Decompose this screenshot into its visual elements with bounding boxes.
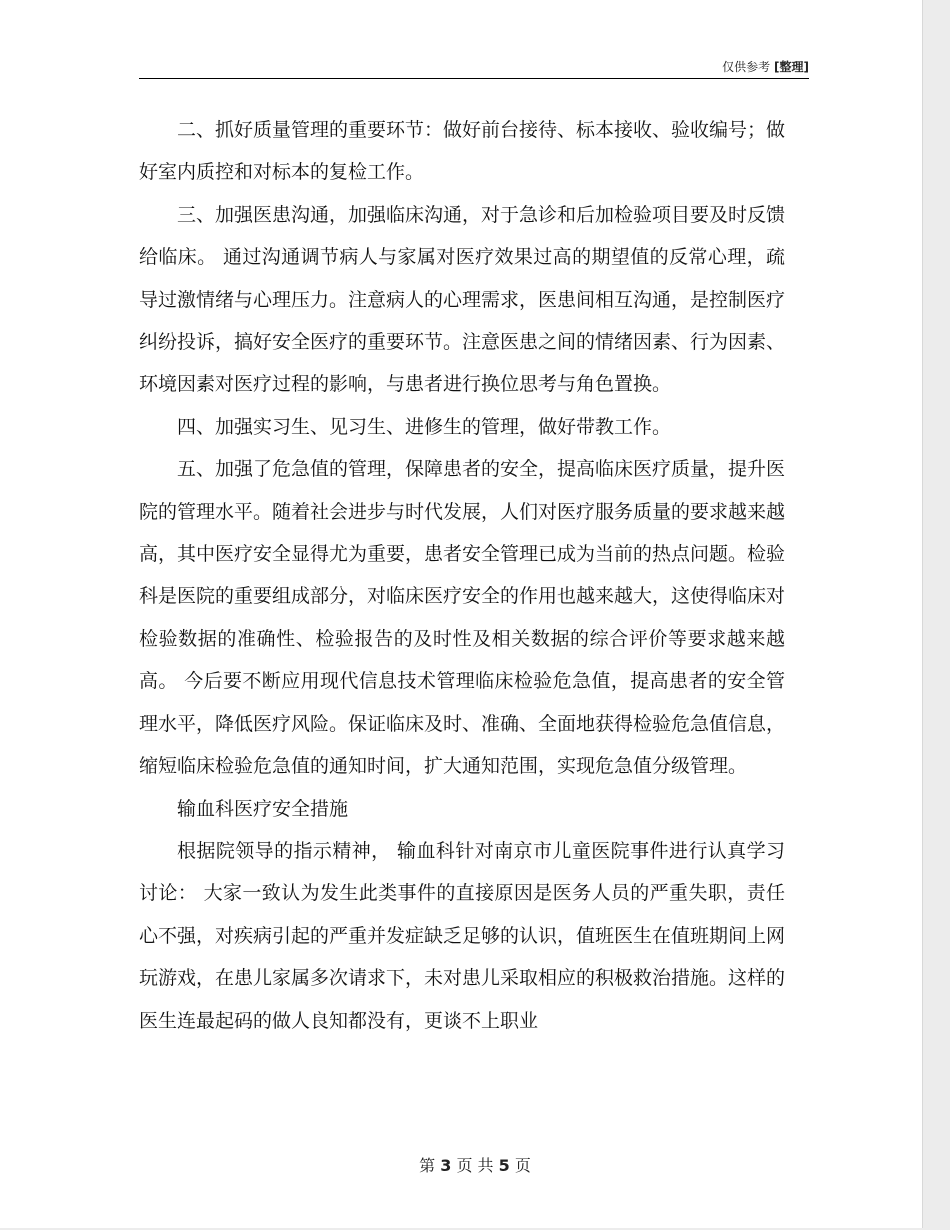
header-bracket-label: 整理 [779,60,804,74]
page-footer [0,1153,950,1176]
paragraph-section-body: 根据院领导的指示精神， 输血科针对南京市儿童医院事件进行认真学习讨论： 大家一致认为发生此类事件的直接原因是医务人员的严重失职，责任心不强，对疾病引起的严重并发症缺乏足够的认识，值班医生在值班期间上网玩游戏，在患儿家属多次请求下，未对患儿采取相应的积极救治措施。这样的医生连最起码的做人良知都没有，更谈不上职业 [139,839,786,1032]
document-body [139,109,785,1042]
paragraph-3: 三、加强医患沟通，加强临床沟通，对于急诊和后加检验项目要及时反馈给临床。 通过沟通调节病人与家属对医疗效果过高的期望值的反常心理，疏导过激情绪与心理压力。注意病人的心理需求，医患间相互沟通，是控制医疗纠纷投诉，搞好安全医疗的重要环节。注意医患之间的情绪因素、行为因素、环境因素对医疗过程的影响，与患者进行换位思考与角色置换。 [139,203,786,396]
paragraph-5: 五、加强了危急值的管理，保障患者的安全，提高临床医疗质量，提升医院的管理水平。随着社会进步与时代发展，人们对医疗服务质量的要求越来越高，其中医疗安全显得尤为重要，患者安全管理已成为当前的热点问题。检验科是医院的重要组成部分，对临床医疗安全的作用也越来越大，这使得临床对检验数据的准确性、检验报告的及时性及相关数据的综合评价等要求越来越高。 今后要不断应用现代信息技术管理临床检验危急值，提高患者的安全管理水平，降低医疗风险。保证临床及时、准确、全面地获得检验危急值信息，缩短临床检验危急值的通知时间，扩大通知范围，实现危急值分级管理。 [139,458,786,778]
header-bracket-close: ] [803,60,809,74]
page-header [139,58,809,79]
footer-suffix: 页 [514,1156,531,1175]
footer-current-page: 3 [440,1156,452,1175]
paragraph-2: 二、抓好质量管理的重要环节：做好前台接待、标本接收、验收编号；做好室内质控和对标本的复检工作。 [139,119,786,184]
footer-prefix: 第 [419,1156,436,1175]
section-heading: 输血科医疗安全措施 [177,797,349,820]
footer-total-pages: 5 [498,1156,510,1175]
header-note: 仅供参考 [722,60,771,74]
header-bracket-open: [ [774,60,780,74]
paragraph-4: 四、加强实习生、见习生、进修生的管理，做好带教工作。 [177,415,672,438]
footer-middle: 页 共 [456,1156,494,1175]
